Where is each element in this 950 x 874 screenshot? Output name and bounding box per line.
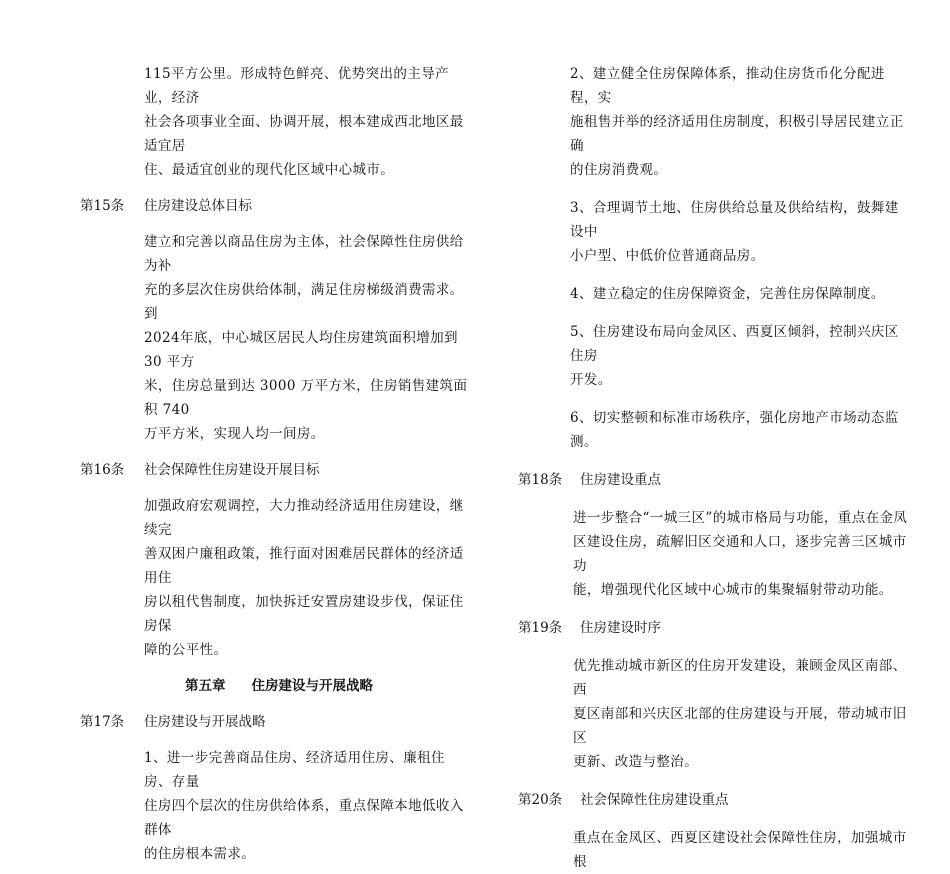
article-title: 住房建设时序	[580, 620, 661, 636]
article-number: 第18条	[518, 472, 563, 488]
article-17-item-6: 6、切实整顿和标准市场秩序，强化房地产市场动态监测。	[570, 410, 899, 450]
article-15-heading	[80, 194, 475, 218]
chapter-title: 住房建设与开展战略	[251, 678, 373, 694]
chapter-number: 第五章	[185, 678, 226, 694]
article-title: 社会保障性住房建设重点	[580, 792, 729, 808]
article-17-item-2: 2、建立健全住房保障体系，推动住房货币化分配进程，实 施租售并举的经济适用住房制度，积极引导居民建立正确 的住房消费观。	[570, 66, 904, 178]
article-title: 住房建设与开展战略	[144, 714, 266, 730]
article-19-body: 优先推动城市新区的住房开发建设，兼顾金凤区南部、西 夏区南部和兴庆区北部的住房建设与开展，带动城市旧区 更新、改造与整治。	[573, 658, 907, 770]
article-number: 第15条	[80, 198, 125, 214]
article-19-heading	[518, 616, 913, 640]
article-title: 住房建设总体目标	[144, 198, 252, 214]
article-20-heading	[518, 788, 913, 812]
right-column	[518, 62, 913, 874]
article-18-heading	[518, 468, 913, 492]
article-title: 社会保障性住房建设开展目标	[144, 462, 320, 478]
article-20-body: 重点在金凤区、西夏区建设社会保障性住房，加强城市根	[573, 830, 907, 870]
article-17-item-3: 3、合理调节土地、住房供给总量及供给结构，鼓舞建设中 小户型、中低价位普通商品房。	[570, 200, 899, 264]
article-17-item-4: 4、建立稳定的住房保障资金，完善住房保障制度。	[570, 286, 885, 302]
article-15-body: 建立和完善以商品住房为主体，社会保障性住房供给为补 充的多层次住房供给体制，满足住房梯级消费需求。到 2024年底，中心城区居民人均住房建筑面积增加到 30 平方 米，住房总量到达 3000 万平方米，住房销售建筑面积 740 万平方米，实现人均一间房。	[144, 234, 468, 442]
article-number: 第17条	[80, 714, 125, 730]
article-number: 第20条	[518, 792, 563, 808]
article-number: 第16条	[80, 462, 125, 478]
article-17-item-1: 1、进一步完善商品住房、经济适用住房、廉租住房、存量 住房四个层次的住房供给体系，重点保障本地低收入群体 的住房根本需求。	[144, 750, 464, 862]
article-16-heading	[80, 458, 475, 482]
article-16-body: 加强政府宏观调控，大力推动经济适用住房建设，继续完 善双困户廉租政策，推行面对困难居民群体的经济适用住 房以租代售制度，加快拆迁安置房建设步伐，保证住房保 障的公平性。	[144, 498, 464, 658]
article-title: 住房建设重点	[580, 472, 661, 488]
article-number: 第19条	[518, 620, 563, 636]
article-17-heading	[80, 710, 475, 734]
article-18-body: 进一步整合“一城三区”的城市格局与功能，重点在金凤 区建设住房，疏解旧区交通和人口，逐步完善三区城市功 能，增强现代化区域中心城市的集聚辐射带动功能。	[573, 510, 908, 598]
left-column	[80, 62, 475, 866]
intro-paragraph: 115平方公里。形成特色鲜亮、优势突出的主导产业，经济 社会各项事业全面、协调开展，根本建成西北地区最适宜居 住、最适宜创业的现代化区域中心城市。	[144, 66, 464, 178]
chapter-heading	[185, 674, 475, 698]
article-17-item-5: 5、住房建设布局向金凤区、西夏区倾斜，控制兴庆区住房 开发。	[570, 324, 899, 388]
